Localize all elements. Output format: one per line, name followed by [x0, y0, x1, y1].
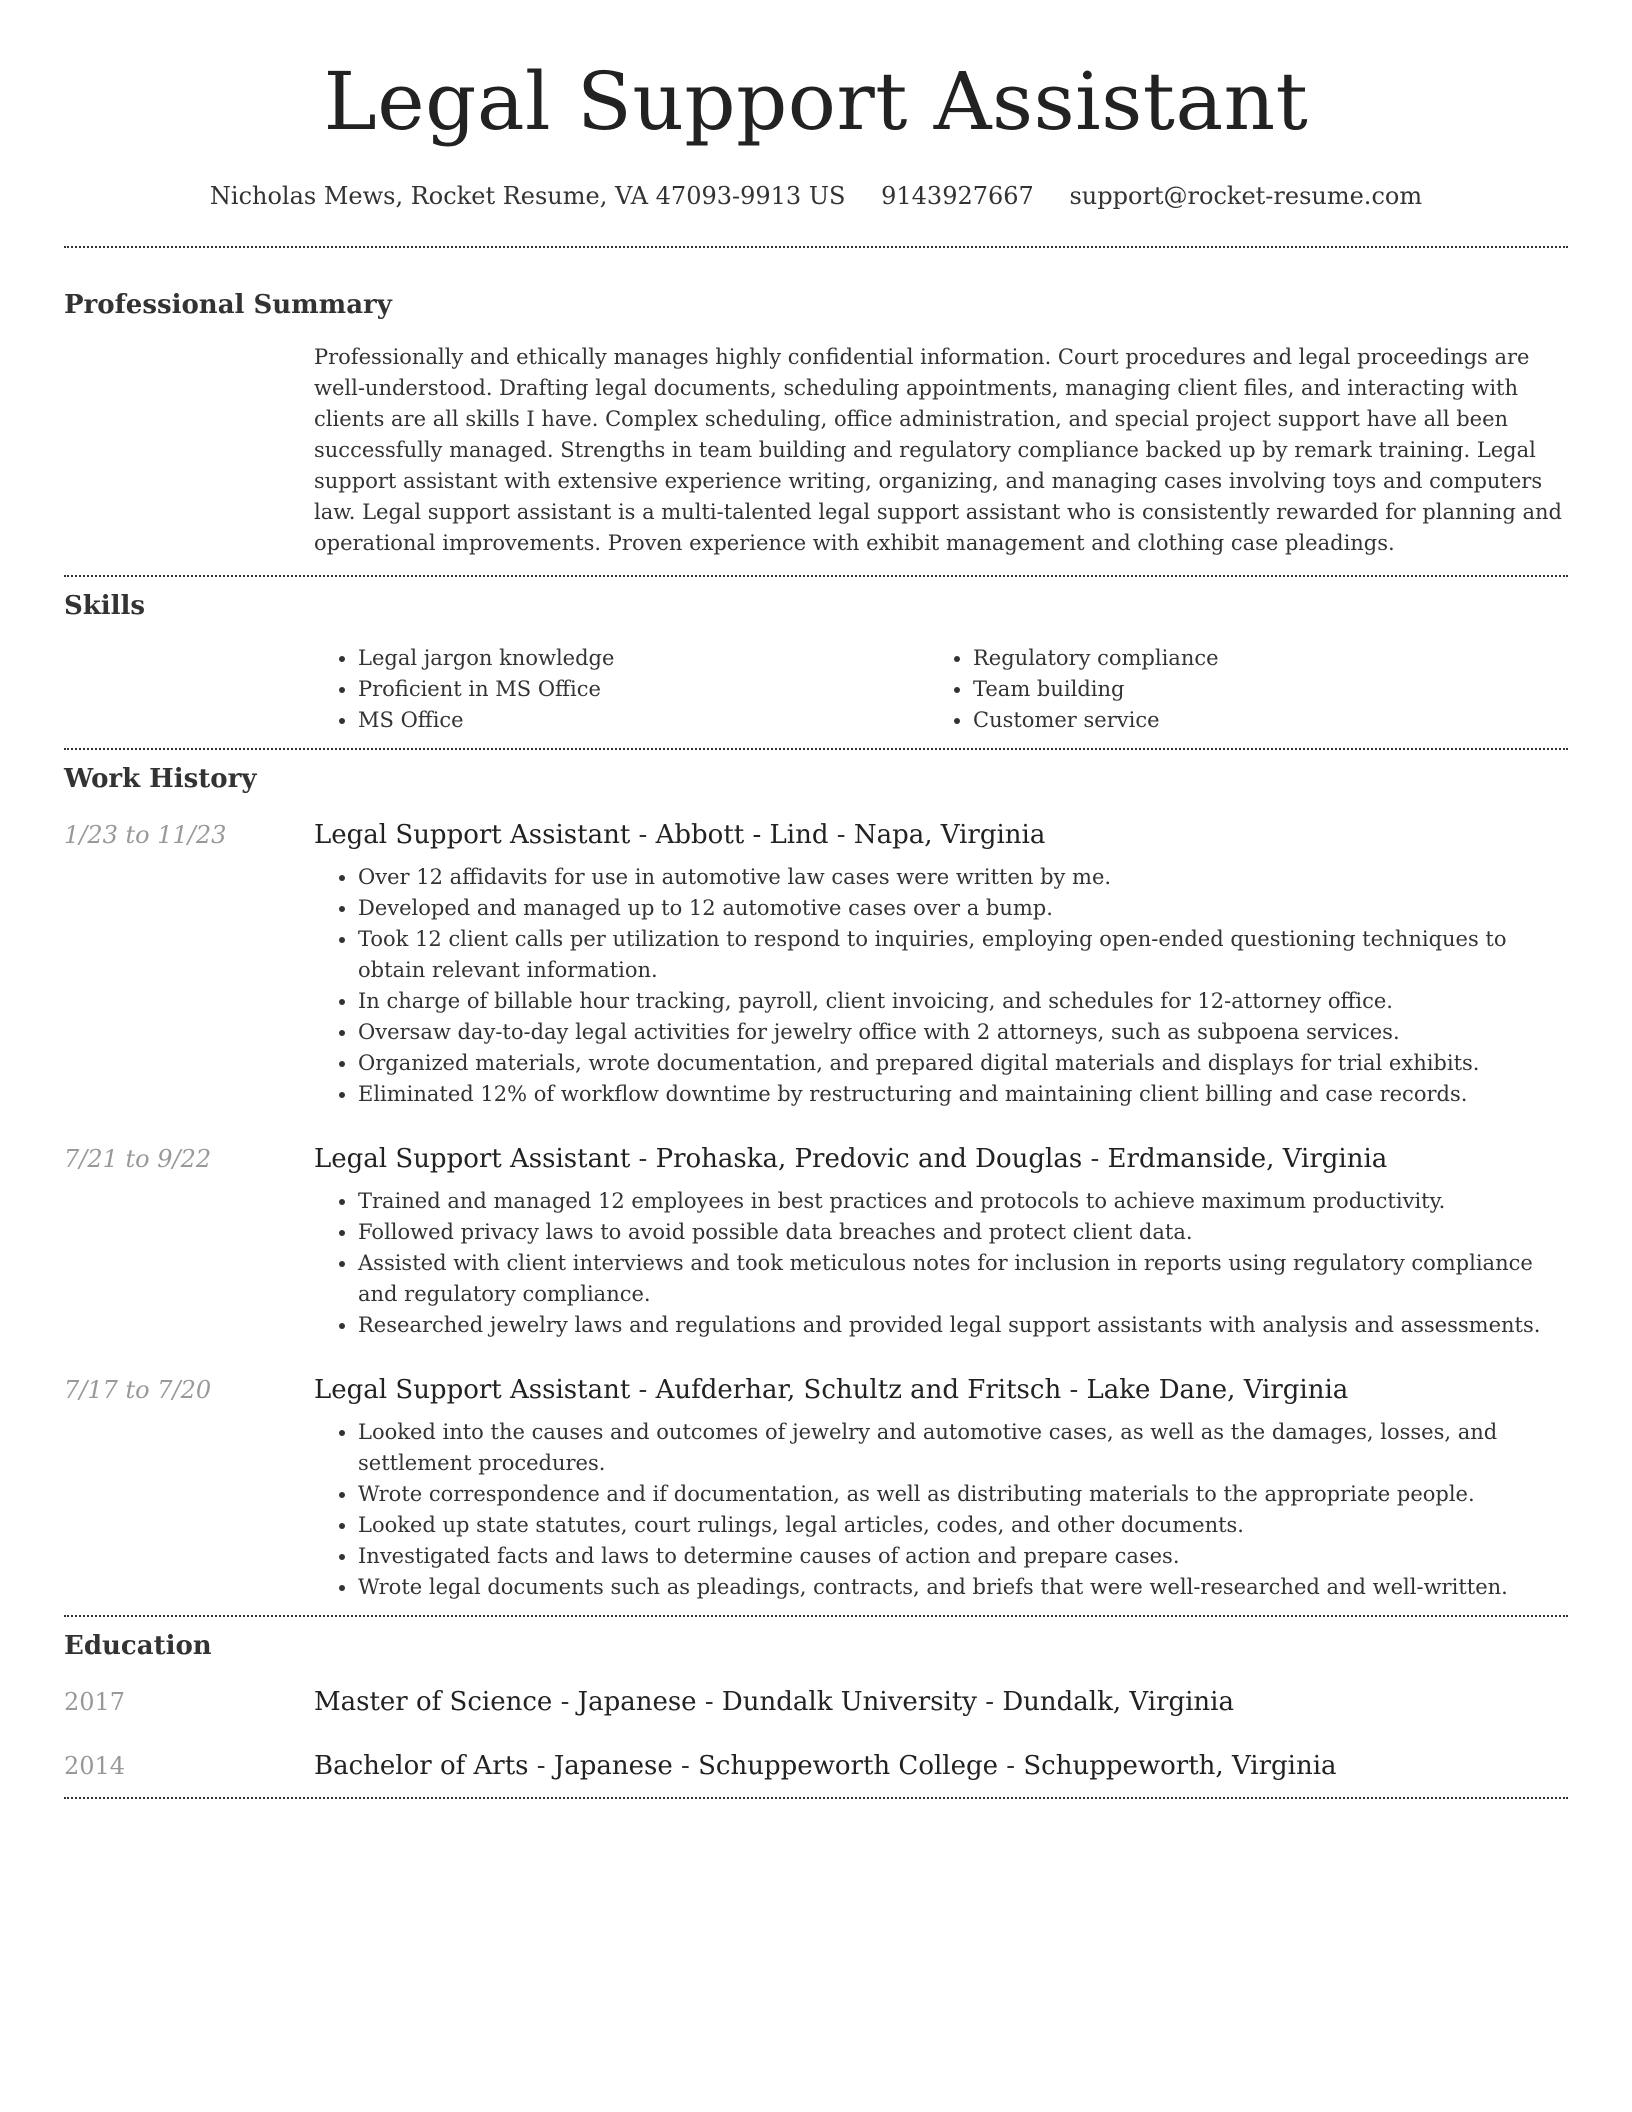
education-field: Japanese	[577, 1687, 697, 1717]
job-dates: 7/17 to 7/20	[64, 1376, 212, 1404]
resume-header	[64, 0, 1568, 212]
job-bullet: • Trained and managed 12 employees in best practices and protocols to achieve maximum productivity.	[358, 1186, 1568, 1217]
job-bullet: • Researched jewelry laws and regulations and provided legal support assistants with analysis and assessments.	[358, 1310, 1568, 1341]
job-dates: 7/21 to 9/22	[64, 1145, 212, 1173]
job-heading: Legal Support Assistant - Abbott - Lind - Napa, Virginia	[314, 820, 1046, 850]
job-role: Legal Support Assistant	[314, 1144, 631, 1174]
job-bullet: • Over 12 affidavits for use in automotive law cases were written by me.	[358, 862, 1568, 893]
job-bullet: • Investigated facts and laws to determine causes of action and prepare cases.	[358, 1541, 1568, 1572]
section-title-education: Education	[64, 1631, 212, 1661]
job-dates: 1/23 to 11/23	[64, 821, 227, 849]
job-entry	[64, 1142, 1568, 1341]
summary-text: Professionally and ethically manages highly confidential information. Court procedures and legal proceedings are well-understood. Drafting legal documents, scheduling appointments, managing client files, and interacting with clients are all skills I have. Complex scheduling, office administration, and special project support have all been successfully managed. Strengths in team building and regulatory compliance backed up by remark training. Legal support assistant with extensive experience writing, organizing, and managing cases involving toys and computers law. Legal support assistant is a multi-talented legal support assistant who is consistently rewarded for planning and operational improvements. Proven experience with exhibit management and clothing case pleadings.	[314, 345, 1562, 555]
job-bullet: • Followed privacy laws to avoid possible data breaches and protect client data.	[358, 1217, 1568, 1248]
skills-list	[314, 643, 929, 736]
education-heading: Master of Science - Japanese - Dundalk University - Dundalk, Virginia	[314, 1687, 1234, 1717]
job-bullet: • Organized materials, wrote documentation, and prepared digital materials and displays for trial exhibits.	[358, 1048, 1568, 1079]
education-school: Dundalk University	[721, 1687, 977, 1717]
job-location: Napa, Virginia	[853, 820, 1046, 850]
contact-phone: 9143927667	[881, 182, 1034, 210]
skill-item: • Proficient in MS Office	[358, 674, 929, 705]
education-heading: Bachelor of Arts - Japanese - Schuppeworth College - Schuppeworth, Virginia	[314, 1751, 1337, 1781]
education-location: Dundalk, Virginia	[1002, 1687, 1234, 1717]
skill-item: • Team building	[973, 674, 1544, 705]
skills-section	[64, 577, 1568, 748]
job-heading: Legal Support Assistant - Prohaska, Predovic and Douglas - Erdmanside, Virginia	[314, 1144, 1388, 1174]
job-bullet: • In charge of billable hour tracking, payroll, client invoicing, and schedules for 12-attorney office.	[358, 986, 1568, 1017]
education-year: 2017	[64, 1688, 126, 1716]
job-bullet: • Looked into the causes and outcomes of jewelry and automotive cases, as well as the damages, losses, and settlement procedures.	[358, 1417, 1568, 1479]
skills-list	[929, 643, 1544, 736]
education-section	[64, 1617, 1568, 1797]
skills-grid	[314, 643, 1568, 736]
education-entry	[64, 1685, 1568, 1719]
page-title: Legal Support Assistant	[323, 55, 1309, 148]
skill-item: • Customer service	[973, 705, 1544, 736]
job-bullet: • Developed and managed up to 12 automotive cases over a bump.	[358, 893, 1568, 924]
skill-item: • MS Office	[358, 705, 929, 736]
job-bullet: • Wrote correspondence and if documentation, as well as distributing materials to the appropriate people.	[358, 1479, 1568, 1510]
job-role: Legal Support Assistant	[314, 820, 631, 850]
skills-column-left	[314, 643, 929, 736]
contact-address: Nicholas Mews, Rocket Resume, VA 47093-9913 US	[209, 182, 846, 210]
job-bullet: • Assisted with client interviews and took meticulous notes for inclusion in reports using regulatory compliance and regulatory compliance.	[358, 1248, 1568, 1310]
education-entry	[64, 1749, 1568, 1783]
contact-line	[64, 180, 1568, 212]
job-bullet: • Wrote legal documents such as pleadings, contracts, and briefs that were well-researched and well-written.	[358, 1572, 1568, 1603]
skill-item: • Regulatory compliance	[973, 643, 1544, 674]
job-location: Erdmanside, Virginia	[1107, 1144, 1388, 1174]
job-role: Legal Support Assistant	[314, 1375, 631, 1405]
education-field: Japanese	[553, 1751, 673, 1781]
section-title-work: Work History	[64, 764, 257, 794]
education-year: 2014	[64, 1752, 126, 1780]
job-bullets	[314, 862, 1568, 1110]
section-title-skills: Skills	[64, 591, 146, 621]
job-entry	[64, 818, 1568, 1110]
job-heading: Legal Support Assistant - Aufderhar, Schultz and Fritsch - Lake Dane, Virginia	[314, 1375, 1349, 1405]
job-bullets	[314, 1186, 1568, 1341]
job-bullet: • Eliminated 12% of workflow downtime by restructuring and maintaining client billing and case records.	[358, 1079, 1568, 1110]
contact-email: support@rocket-resume.com	[1069, 182, 1423, 210]
skills-column-right	[929, 643, 1544, 736]
section-title-summary: Professional Summary	[64, 290, 392, 320]
job-entry	[64, 1373, 1568, 1603]
education-degree: Bachelor of Arts	[314, 1751, 529, 1781]
job-company: Abbott - Lind	[655, 820, 829, 850]
job-bullet: • Took 12 client calls per utilization to respond to inquiries, employing open-ended questioning techniques to obtain relevant information.	[358, 924, 1568, 986]
job-bullet: • Looked up state statutes, court rulings, legal articles, codes, and other documents.	[358, 1510, 1568, 1541]
job-company: Prohaska, Predovic and Douglas	[655, 1144, 1083, 1174]
education-school: Schuppeworth College	[698, 1751, 999, 1781]
work-history-section	[64, 750, 1568, 1615]
job-bullet: • Oversaw day-to-day legal activities for jewelry office with 2 attorneys, such as subpoena services.	[358, 1017, 1568, 1048]
professional-summary-section	[64, 248, 1568, 575]
skill-item: • Legal jargon knowledge	[358, 643, 929, 674]
job-company: Aufderhar, Schultz and Fritsch	[655, 1375, 1062, 1405]
job-bullets	[314, 1417, 1568, 1603]
education-degree: Master of Science	[314, 1687, 553, 1717]
section-divider	[64, 1797, 1568, 1799]
education-location: Schuppeworth, Virginia	[1023, 1751, 1337, 1781]
job-location: Lake Dane, Virginia	[1086, 1375, 1349, 1405]
